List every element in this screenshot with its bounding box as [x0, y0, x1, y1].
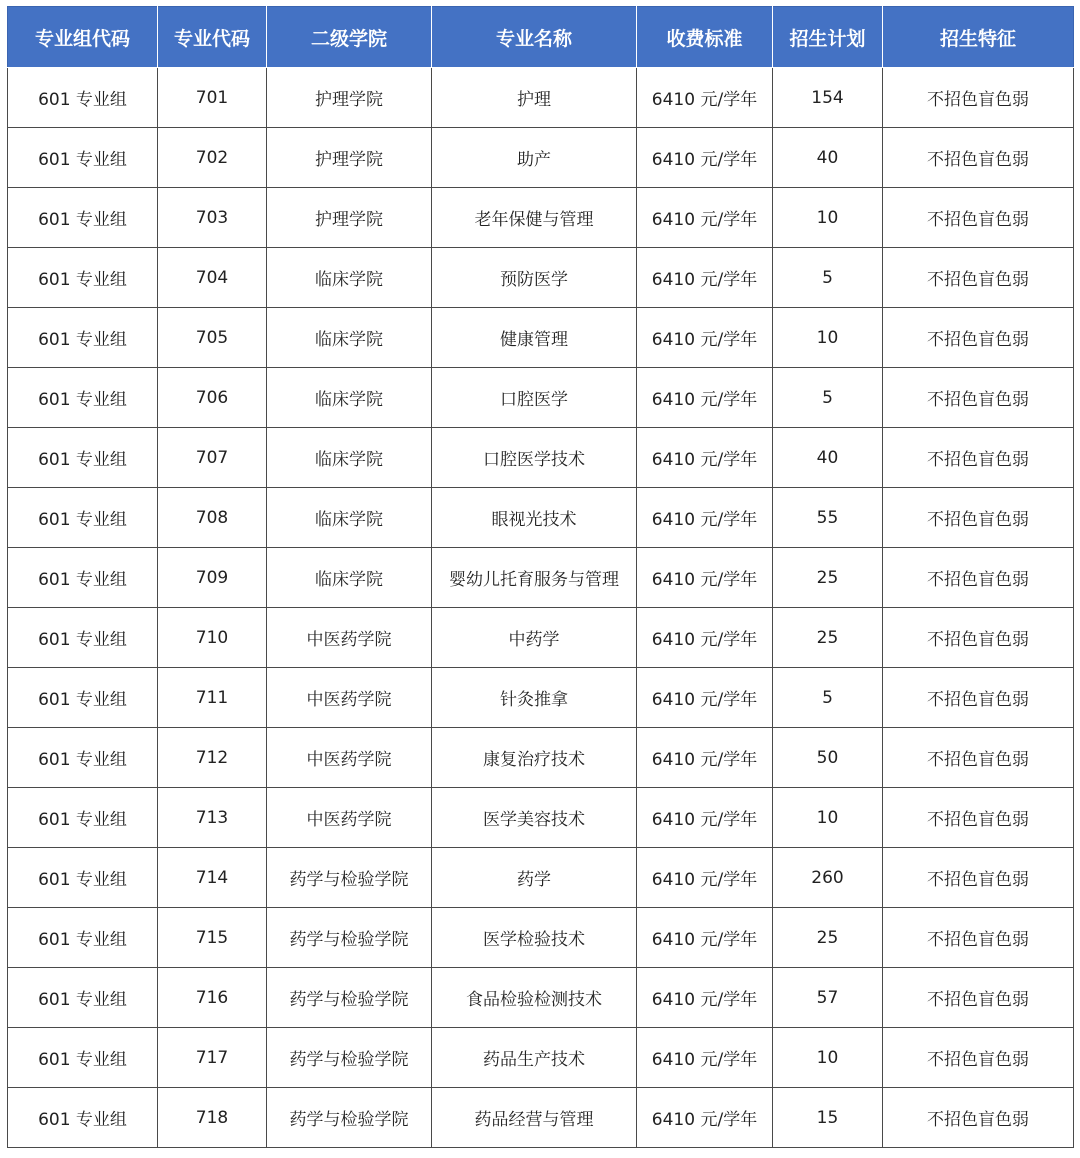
header-major-code: 专业代码: [158, 7, 267, 68]
college-cell: 临床学院: [267, 308, 432, 368]
tuition-cell: 6410 元/学年: [637, 788, 773, 848]
college-cell: 临床学院: [267, 368, 432, 428]
enrollment-plan-cell: 5: [773, 668, 883, 728]
requirements-cell: 不招色盲色弱: [883, 908, 1074, 968]
header-major-name: 专业名称: [432, 7, 637, 68]
enrollment-plan-cell: 40: [773, 428, 883, 488]
enrollment-plan-cell: 57: [773, 968, 883, 1028]
table-row: [8, 788, 1074, 848]
group-code-cell: 601 专业组: [8, 608, 158, 668]
major-name-cell: 口腔医学技术: [432, 428, 637, 488]
table-row: [8, 188, 1074, 248]
college-cell: 药学与检验学院: [267, 1028, 432, 1088]
requirements-cell: 不招色盲色弱: [883, 488, 1074, 548]
table-row: [8, 548, 1074, 608]
admissions-table: [7, 6, 1074, 1148]
requirements-cell: 不招色盲色弱: [883, 668, 1074, 728]
college-cell: 中医药学院: [267, 608, 432, 668]
major-name-cell: 婴幼儿托育服务与管理: [432, 548, 637, 608]
table-row: [8, 428, 1074, 488]
college-cell: 临床学院: [267, 488, 432, 548]
table-row: [8, 488, 1074, 548]
major-code-cell: 705: [158, 308, 267, 368]
enrollment-plan-cell: 5: [773, 248, 883, 308]
group-code-cell: 601 专业组: [8, 428, 158, 488]
tuition-cell: 6410 元/学年: [637, 728, 773, 788]
enrollment-plan-cell: 40: [773, 128, 883, 188]
major-code-cell: 712: [158, 728, 267, 788]
major-code-cell: 716: [158, 968, 267, 1028]
enrollment-plan-cell: 25: [773, 548, 883, 608]
major-name-cell: 针灸推拿: [432, 668, 637, 728]
tuition-cell: 6410 元/学年: [637, 128, 773, 188]
enrollment-plan-cell: 15: [773, 1088, 883, 1148]
college-cell: 药学与检验学院: [267, 968, 432, 1028]
major-code-cell: 710: [158, 608, 267, 668]
group-code-cell: 601 专业组: [8, 548, 158, 608]
major-code-cell: 702: [158, 128, 267, 188]
college-cell: 护理学院: [267, 68, 432, 128]
college-cell: 中医药学院: [267, 728, 432, 788]
group-code-cell: 601 专业组: [8, 308, 158, 368]
major-code-cell: 701: [158, 68, 267, 128]
header-requirements: 招生特征: [883, 7, 1074, 68]
tuition-cell: 6410 元/学年: [637, 548, 773, 608]
enrollment-plan-cell: 10: [773, 188, 883, 248]
requirements-cell: 不招色盲色弱: [883, 248, 1074, 308]
requirements-cell: 不招色盲色弱: [883, 968, 1074, 1028]
requirements-cell: 不招色盲色弱: [883, 428, 1074, 488]
college-cell: 临床学院: [267, 548, 432, 608]
table-row: [8, 668, 1074, 728]
requirements-cell: 不招色盲色弱: [883, 1088, 1074, 1148]
group-code-cell: 601 专业组: [8, 848, 158, 908]
major-name-cell: 医学检验技术: [432, 908, 637, 968]
header-group-code: 专业组代码: [8, 7, 158, 68]
requirements-cell: 不招色盲色弱: [883, 1028, 1074, 1088]
requirements-cell: 不招色盲色弱: [883, 128, 1074, 188]
enrollment-plan-cell: 10: [773, 788, 883, 848]
major-name-cell: 健康管理: [432, 308, 637, 368]
group-code-cell: 601 专业组: [8, 128, 158, 188]
major-code-cell: 715: [158, 908, 267, 968]
table-row: [8, 1088, 1074, 1148]
header-college: 二级学院: [267, 7, 432, 68]
requirements-cell: 不招色盲色弱: [883, 728, 1074, 788]
major-name-cell: 预防医学: [432, 248, 637, 308]
major-code-cell: 717: [158, 1028, 267, 1088]
college-cell: 中医药学院: [267, 788, 432, 848]
major-name-cell: 老年保健与管理: [432, 188, 637, 248]
header-row: [8, 7, 1074, 68]
group-code-cell: 601 专业组: [8, 788, 158, 848]
tuition-cell: 6410 元/学年: [637, 968, 773, 1028]
major-code-cell: 706: [158, 368, 267, 428]
requirements-cell: 不招色盲色弱: [883, 68, 1074, 128]
major-name-cell: 助产: [432, 128, 637, 188]
tuition-cell: 6410 元/学年: [637, 908, 773, 968]
tuition-cell: 6410 元/学年: [637, 308, 773, 368]
major-name-cell: 中药学: [432, 608, 637, 668]
admissions-table-container: [7, 6, 1073, 1148]
table-row: [8, 848, 1074, 908]
college-cell: 药学与检验学院: [267, 1088, 432, 1148]
enrollment-plan-cell: 154: [773, 68, 883, 128]
tuition-cell: 6410 元/学年: [637, 188, 773, 248]
enrollment-plan-cell: 55: [773, 488, 883, 548]
major-code-cell: 707: [158, 428, 267, 488]
table-row: [8, 68, 1074, 128]
college-cell: 护理学院: [267, 128, 432, 188]
major-name-cell: 眼视光技术: [432, 488, 637, 548]
table-row: [8, 368, 1074, 428]
requirements-cell: 不招色盲色弱: [883, 788, 1074, 848]
major-code-cell: 714: [158, 848, 267, 908]
college-cell: 药学与检验学院: [267, 908, 432, 968]
major-name-cell: 护理: [432, 68, 637, 128]
tuition-cell: 6410 元/学年: [637, 368, 773, 428]
tuition-cell: 6410 元/学年: [637, 848, 773, 908]
requirements-cell: 不招色盲色弱: [883, 308, 1074, 368]
table-header: [8, 7, 1074, 68]
tuition-cell: 6410 元/学年: [637, 428, 773, 488]
group-code-cell: 601 专业组: [8, 188, 158, 248]
tuition-cell: 6410 元/学年: [637, 668, 773, 728]
major-name-cell: 口腔医学: [432, 368, 637, 428]
enrollment-plan-cell: 5: [773, 368, 883, 428]
major-name-cell: 医学美容技术: [432, 788, 637, 848]
enrollment-plan-cell: 260: [773, 848, 883, 908]
tuition-cell: 6410 元/学年: [637, 488, 773, 548]
college-cell: 临床学院: [267, 428, 432, 488]
enrollment-plan-cell: 25: [773, 908, 883, 968]
major-name-cell: 药品生产技术: [432, 1028, 637, 1088]
college-cell: 药学与检验学院: [267, 848, 432, 908]
table-row: [8, 908, 1074, 968]
major-code-cell: 704: [158, 248, 267, 308]
major-name-cell: 食品检验检测技术: [432, 968, 637, 1028]
requirements-cell: 不招色盲色弱: [883, 188, 1074, 248]
major-code-cell: 711: [158, 668, 267, 728]
enrollment-plan-cell: 50: [773, 728, 883, 788]
enrollment-plan-cell: 10: [773, 1028, 883, 1088]
group-code-cell: 601 专业组: [8, 1028, 158, 1088]
tuition-cell: 6410 元/学年: [637, 68, 773, 128]
major-code-cell: 703: [158, 188, 267, 248]
table-row: [8, 1028, 1074, 1088]
major-code-cell: 718: [158, 1088, 267, 1148]
enrollment-plan-cell: 25: [773, 608, 883, 668]
table-row: [8, 728, 1074, 788]
college-cell: 护理学院: [267, 188, 432, 248]
group-code-cell: 601 专业组: [8, 1088, 158, 1148]
group-code-cell: 601 专业组: [8, 368, 158, 428]
major-name-cell: 药品经营与管理: [432, 1088, 637, 1148]
group-code-cell: 601 专业组: [8, 68, 158, 128]
tuition-cell: 6410 元/学年: [637, 1088, 773, 1148]
major-code-cell: 708: [158, 488, 267, 548]
college-cell: 中医药学院: [267, 668, 432, 728]
header-tuition: 收费标准: [637, 7, 773, 68]
table-row: [8, 248, 1074, 308]
requirements-cell: 不招色盲色弱: [883, 368, 1074, 428]
table-row: [8, 128, 1074, 188]
major-code-cell: 713: [158, 788, 267, 848]
group-code-cell: 601 专业组: [8, 908, 158, 968]
table-row: [8, 968, 1074, 1028]
major-name-cell: 药学: [432, 848, 637, 908]
requirements-cell: 不招色盲色弱: [883, 548, 1074, 608]
table-body: [8, 68, 1074, 1148]
enrollment-plan-cell: 10: [773, 308, 883, 368]
header-enrollment-plan: 招生计划: [773, 7, 883, 68]
group-code-cell: 601 专业组: [8, 728, 158, 788]
tuition-cell: 6410 元/学年: [637, 248, 773, 308]
major-code-cell: 709: [158, 548, 267, 608]
group-code-cell: 601 专业组: [8, 968, 158, 1028]
group-code-cell: 601 专业组: [8, 248, 158, 308]
requirements-cell: 不招色盲色弱: [883, 848, 1074, 908]
major-name-cell: 康复治疗技术: [432, 728, 637, 788]
requirements-cell: 不招色盲色弱: [883, 608, 1074, 668]
table-row: [8, 308, 1074, 368]
tuition-cell: 6410 元/学年: [637, 608, 773, 668]
college-cell: 临床学院: [267, 248, 432, 308]
group-code-cell: 601 专业组: [8, 668, 158, 728]
tuition-cell: 6410 元/学年: [637, 1028, 773, 1088]
table-row: [8, 608, 1074, 668]
group-code-cell: 601 专业组: [8, 488, 158, 548]
